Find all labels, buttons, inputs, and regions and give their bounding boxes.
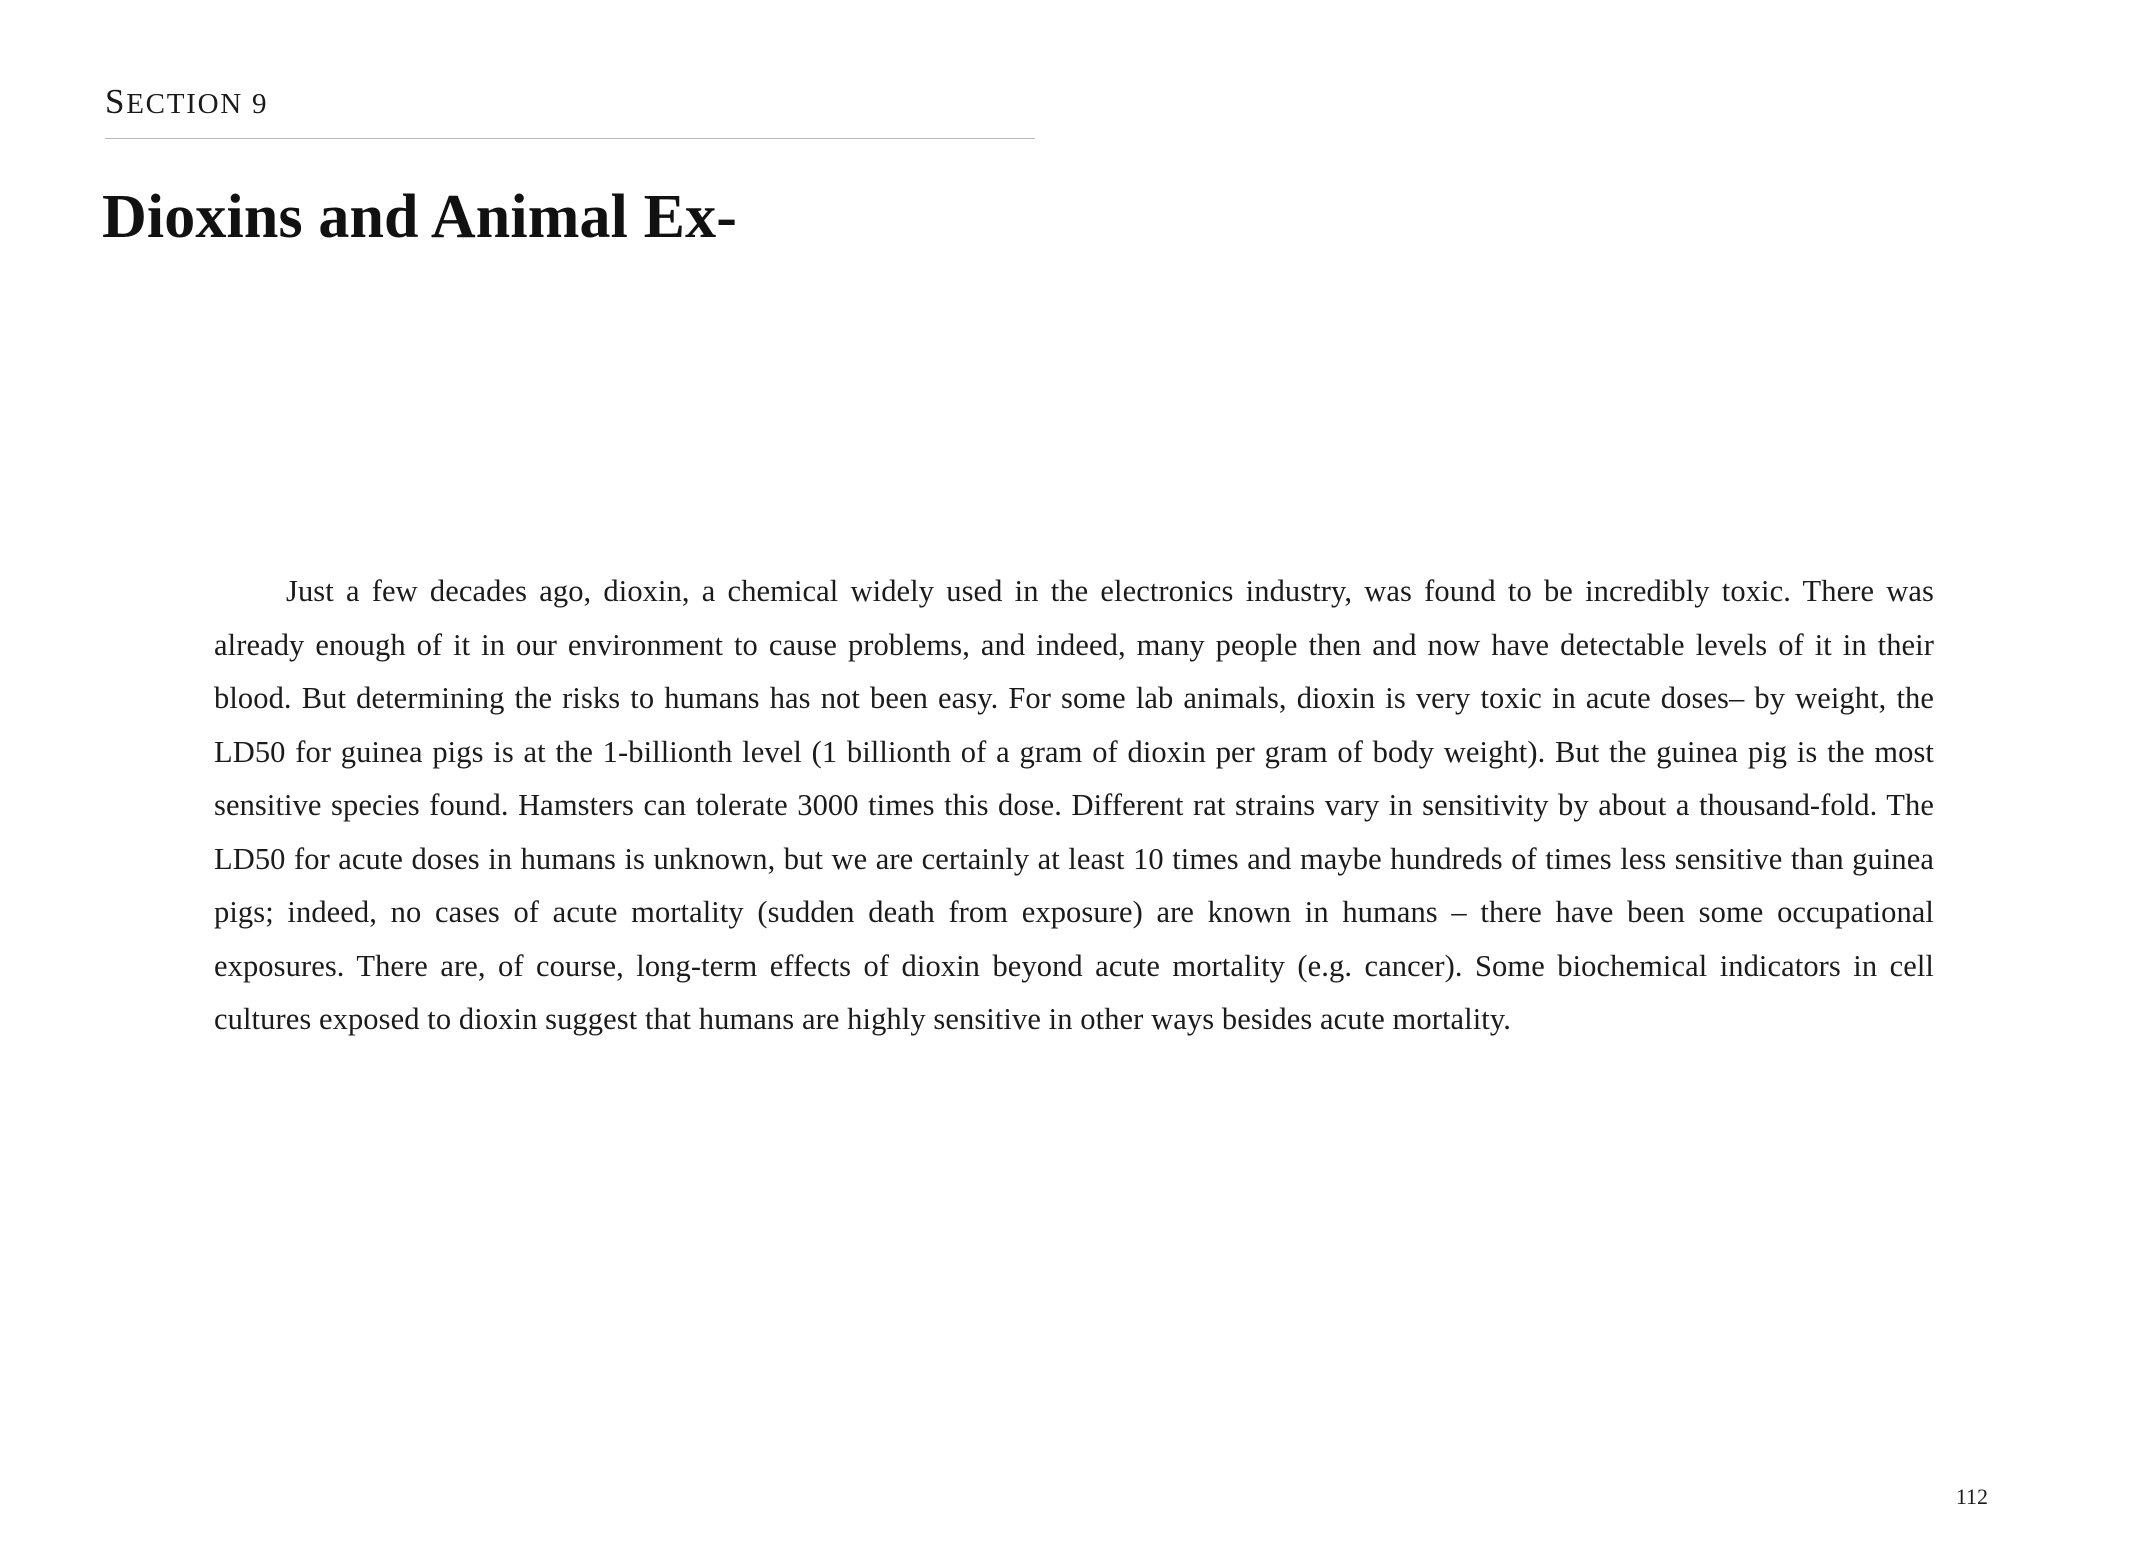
body-paragraph: Just a few decades ago, dioxin, a chemical widely used in the electronics industry, was found to be incredibly toxic. There was already enough of it in our environment to cause problems, and indeed, many people then and now have detectable levels of it in their blood. But determining the risks to humans has not been easy. For some lab animals, dioxin is very toxic in acute doses– by weight, the LD50 for guinea pigs is at the 1-billionth level (1 billionth of a gram of dioxin per gram of body weight). But the guinea pig is the most sensitive species found. Hamsters can tolerate 3000 times this dose. Different rat strains vary in sensitivity by about a thousand-fold. The LD50 for acute doses in humans is unknown, but we are certainly at least 10 times and maybe hundreds of times less sensitive than guinea pigs; indeed, no cases of acute mortality (sudden death from exposure) are known in humans – there have been some occupational exposures. There are, of course, long-term effects of dioxin beyond acute mortality (e.g. cancer). Some biochemical indicators in cell cultures exposed to dioxin suggest that humans are highly sensitive in other ways besides acute mortality. [214,574,1934,1036]
page-title: Dioxins and Animal Ex- [102,182,737,251]
section-label-word: ECTION [126,88,243,120]
section-label [105,82,268,122]
section-label-initial: S [105,82,127,121]
section-number: 9 [251,88,269,120]
page-number: 112 [1955,1484,1988,1509]
header-divider [105,138,1035,139]
body-text [214,565,1934,1047]
